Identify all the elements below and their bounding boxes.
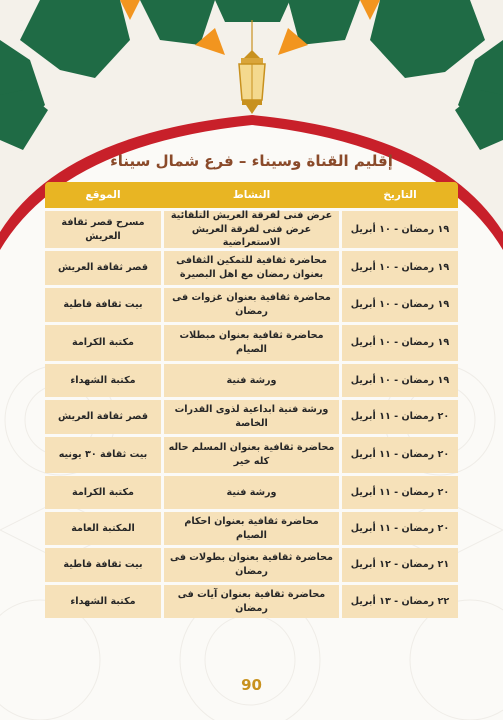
row-location: المكتبة العامة [71,522,135,534]
row-activity: ورشة فنية [161,364,342,397]
row-date: ٢٠ رمضان - ١١ أبريل [350,411,450,423]
table-row [45,288,458,322]
schedule-table [45,182,458,618]
table-row [45,325,458,361]
row-activity: ورشة فنية ابداعية لذوى القدرات الخاصة [161,400,342,434]
table-row [45,400,458,434]
row-location: قصر ثقافة العريش [57,411,149,423]
row-location: مكتبة الكرامة [72,337,134,349]
row-location: مكتبة الكرامة [72,486,134,498]
table-body [45,211,458,618]
row-date: ١٩ رمضان - ١٠ أبريل [350,223,450,235]
table-header [45,182,458,208]
table-row [45,476,458,509]
row-date: ٢٠ رمضان - ١١ أبريل [350,522,450,534]
page-number: 90 [241,676,262,694]
page-title: إقليم القناة وسيناء – فرع شمال سيناء [110,152,393,170]
table-row [45,437,458,473]
row-location: بيت ثقافة قاطية [63,559,143,571]
row-location: مسرح قصر ثقافة العريش [61,216,145,242]
row-activity: محاضرة ثقافية للتمكين الثقافى بعنوان رمضان مع اهل البصيرة [161,251,342,285]
table-row [45,211,458,248]
row-activity: محاضرة ثقافية بعنوان بطولات فى رمضان [161,548,342,582]
row-location: قصر ثقافة العريش [57,262,149,274]
header-date: التاريخ [383,189,417,201]
row-date: ٢٢ رمضان - ١٣ أبريل [350,595,450,607]
row-date: ١٩ رمضان - ١٠ أبريل [350,337,450,349]
row-activity: محاضرة ثقافية بعنوان المسلم حاله كله خير [161,437,342,473]
row-date: ٢١ رمضان - ١٢ أبريل [350,559,450,571]
row-location: مكتبة الشهداء [70,374,136,386]
row-date: ١٩ رمضان - ١٠ أبريل [350,299,450,311]
table-row [45,548,458,582]
row-date: ٢٠ رمضان - ١١ أبريل [350,449,450,461]
row-date: ٢٠ رمضان - ١١ أبريل [350,486,450,498]
row-date: ١٩ رمضان - ١٠ أبريل [350,374,450,386]
table-row [45,364,458,397]
table-row [45,251,458,285]
row-location: مكتبة الشهداء [70,595,136,607]
row-location: بيت ثقافة ٣٠ يونيه [58,449,148,461]
table-row [45,512,458,545]
header-activity: النشاط [232,189,271,201]
table-row [45,585,458,618]
row-activity: عرض فنى لفرقة العريش التلقائية عرض فنى لفرقة العريش الاستعراضية [161,211,342,248]
row-activity: ورشة فنية [161,476,342,509]
row-date: ١٩ رمضان - ١٠ أبريل [350,262,450,274]
row-activity: محاضرة ثقافية بعنوان آيات فى رمضان [161,585,342,618]
row-location: بيت ثقافة قاطية [63,299,143,311]
header-location: الموقع [85,189,121,201]
row-activity: محاضرة ثقافية بعنوان مبطلات الصيام [161,325,342,361]
row-activity: محاضرة ثقافية بعنوان احكام الصيام [161,512,342,545]
row-activity: محاضرة ثقافية بعنوان غزوات فى رمضان [161,288,342,322]
